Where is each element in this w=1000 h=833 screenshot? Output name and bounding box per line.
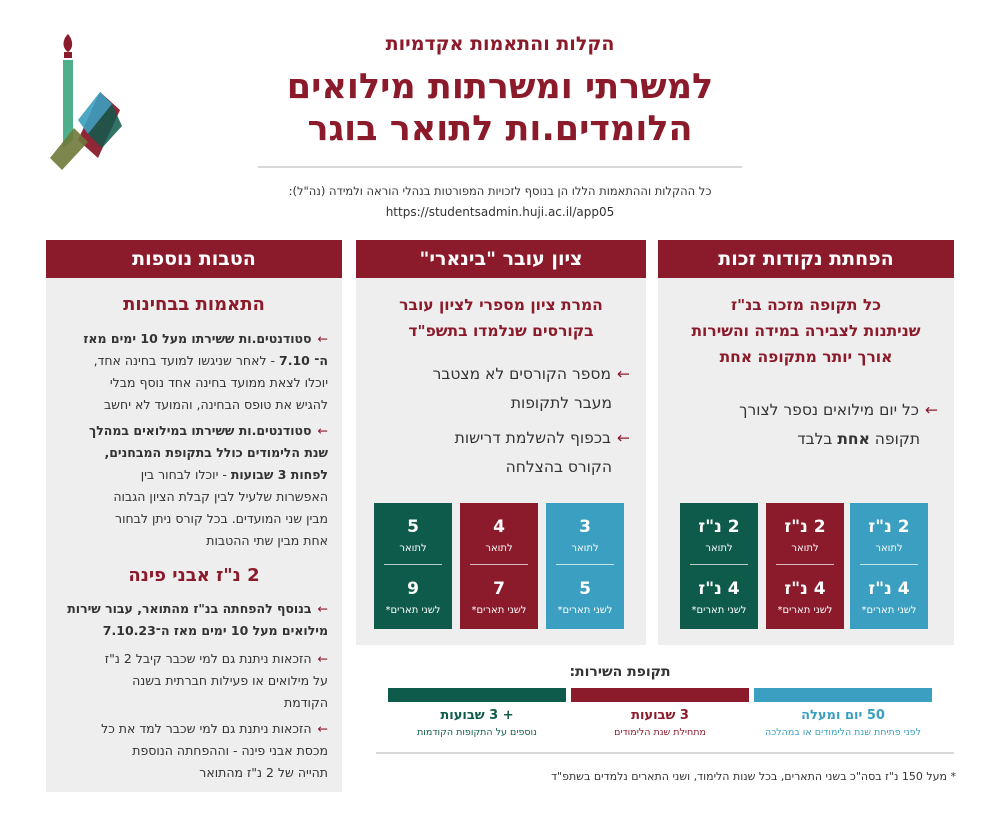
credit-reduction-heading: הפחתת נקודות זכות	[658, 240, 954, 278]
credit-reduction-bullet	[676, 396, 938, 454]
tile-top-value: 2 נ"ז	[698, 517, 740, 537]
binary-grade-lead	[370, 292, 632, 344]
credit-tile-blue	[850, 503, 928, 629]
tile-top-label: לתואר	[875, 543, 903, 554]
tile-top-label: לתואר	[705, 543, 733, 554]
service-period-main: 50 יום ומעלה	[801, 708, 885, 723]
benefit-text: - לאחר שניגשו למועד בחינה אחד,	[93, 353, 280, 368]
bullet-text: כל יום מילואים נספר לצורך	[739, 401, 919, 419]
tile-bottom-label: לשני תארים*	[557, 605, 613, 616]
credit-reduction-column	[658, 240, 954, 645]
page-title-line1: למשרתי ומשרתות מילואים	[286, 67, 714, 107]
benefit-text-bold: שנת הלימודים כולל בתקופת המבחנים,	[104, 445, 328, 460]
benefit-text: אחת מבין שתי ההטבות	[206, 533, 328, 548]
tile-bottom-label: לשני תארים*	[471, 605, 527, 616]
credit-tile-green	[680, 503, 758, 629]
bullet-text: תקופה	[869, 430, 920, 448]
service-bar-red	[571, 688, 749, 702]
benefit-text-bold: סטודנטים.ות ששירתו מעל 10 ימים מאז	[83, 331, 312, 346]
tile-divider	[384, 564, 442, 565]
lead-line: המרת ציון מספרי לציון עובר	[399, 296, 603, 314]
tile-bottom-label: לשני תארים*	[777, 605, 833, 616]
benefit-text: יוכלו לצאת ממועד בחינה אחד נוסף מבלי	[109, 375, 328, 390]
bullet-text: הקורס בהצלחה	[505, 458, 612, 476]
cornerstone-benefit-3	[60, 718, 328, 784]
tile-divider	[556, 564, 614, 565]
arrow-left-icon: ←	[617, 365, 630, 383]
benefit-text-bold: מילואים מעל 10 ימים מאז ה־7.10.23	[102, 623, 328, 638]
credit-reduction-lead	[672, 292, 940, 370]
service-bar-green	[388, 688, 566, 702]
arrow-left-icon: ←	[925, 401, 938, 419]
benefit-text: האפשרות שלעיל לבין קבלת הציון הגבוה	[113, 489, 328, 504]
intro-text: כל ההקלות וההתאמות הללו הן בנוסף לזכויות המפורטות בנהלי הוראה ולמידה (נה"ל):	[288, 184, 712, 198]
tile-top-value: 3	[579, 517, 591, 537]
bullet-text: בכפוף להשלמת דרישות	[454, 429, 611, 447]
arrow-left-icon: ←	[317, 601, 328, 616]
tile-top-value: 5	[407, 517, 419, 537]
tile-top-label: לתואר	[399, 543, 427, 554]
header-divider	[258, 166, 742, 168]
benefit-text-bold: לפחות 3 שבועות	[230, 467, 328, 482]
additional-benefits-heading: הטבות נוספות	[46, 240, 342, 278]
tile-bottom-value: 4 נ"ז	[868, 579, 910, 599]
service-period-sub: לפני פתיחת שנת הלימודים או במהלכה	[765, 727, 921, 738]
credit-tile-red	[766, 503, 844, 629]
page-title-line2: הלומדים.ות לתואר בוגר	[307, 109, 693, 149]
regulations-link[interactable]: https://studentsadmin.huji.ac.il/app05	[385, 205, 615, 219]
service-bar-blue	[754, 688, 932, 702]
binary-grade-heading: ציון עובר "בינארי"	[356, 240, 646, 278]
tile-top-value: 4	[493, 517, 505, 537]
benefit-text: להגיש את טופס הבחינה, והמועד לא יחשב	[103, 397, 328, 412]
cornerstone-credits-title: 2 נ"ז אבני פינה	[128, 565, 260, 586]
bullet-emphasis: אחת	[837, 430, 870, 448]
binary-grade-column	[356, 240, 646, 645]
tile-top-label: לתואר	[485, 543, 513, 554]
lead-line: כל תקופה מזכה בנ"ז	[730, 296, 882, 314]
tile-top-value: 2 נ"ז	[868, 517, 910, 537]
tile-bottom-value: 7	[493, 579, 505, 599]
footer-divider	[376, 752, 954, 754]
university-logo-icon	[40, 30, 135, 175]
footnote: * מעל 150 נ"ז בסה"כ בשני התארים, בכל שנות הלימוד, ושני התארים נלמדים בשתפ"ד	[551, 770, 956, 783]
course-tile-green	[374, 503, 452, 629]
tile-bottom-value: 5	[579, 579, 591, 599]
exam-benefit-1	[60, 328, 328, 416]
benefit-text: - יוכלו לבחור בין	[140, 467, 231, 482]
tile-bottom-label: לשני תארים*	[691, 605, 747, 616]
tile-divider	[690, 564, 748, 565]
bullet-text: מעבר לתקופות	[510, 394, 612, 412]
binary-grade-bullet-1	[374, 360, 630, 418]
tile-bottom-label: לשני תארים*	[385, 605, 441, 616]
cornerstone-benefit-1	[60, 598, 328, 642]
arrow-left-icon: ←	[317, 423, 328, 438]
exam-adjustments-title: התאמות בבחינות	[123, 294, 265, 315]
tile-top-value: 2 נ"ז	[784, 517, 826, 537]
service-period-sub: נוספים על התקופות הקודמות	[417, 727, 537, 738]
bullet-text: בלבד	[797, 430, 838, 448]
benefit-text: הזכאות ניתנת גם למי שכבר קיבל 2 נ"ז	[104, 651, 312, 666]
service-period-main: 3 שבועות	[631, 708, 689, 723]
benefit-text: הקודמת	[284, 695, 328, 710]
tile-divider	[860, 564, 918, 565]
lead-line: בקורסים שנלמדו בתשפ"ד	[408, 322, 594, 340]
benefit-text: הזכאות ניתנת גם למי שכבר למד את כל	[101, 721, 312, 736]
arrow-left-icon: ←	[617, 429, 630, 447]
arrow-left-icon: ←	[317, 721, 328, 736]
arrow-left-icon: ←	[317, 651, 328, 666]
service-period-main: + 3 שבועות	[440, 708, 514, 723]
tile-top-label: לתואר	[571, 543, 599, 554]
benefit-text-bold: בנוסף להפחתה בנ"ז מהתואר, עבור שירות	[67, 601, 312, 616]
exam-benefit-2	[60, 420, 328, 552]
cornerstone-benefit-2	[60, 648, 328, 714]
tile-divider	[776, 564, 834, 565]
tile-bottom-value: 9	[407, 579, 419, 599]
benefit-text-bold: ה־ 7.10	[279, 353, 328, 368]
benefit-text: מבין שני המועדים. בכל קורס ניתן לבחור	[115, 511, 328, 526]
arrow-left-icon: ←	[317, 331, 328, 346]
service-period-title: תקופת השירות:	[569, 664, 671, 680]
lead-line: אורך יותר מתקופה אחת	[719, 348, 893, 366]
benefit-text: תהייה של 2 נ"ז מהתואר	[199, 765, 328, 780]
tile-bottom-value: 4 נ"ז	[698, 579, 740, 599]
benefit-text-bold: סטודנטים.ות ששירתו במילואים במהלך	[88, 423, 312, 438]
service-period-sub: מתחילת שנת הלימודים	[614, 727, 706, 738]
benefit-text: על מילואים או פעילות חברתית בשנה	[132, 673, 328, 688]
tile-bottom-label: לשני תארים*	[861, 605, 917, 616]
course-tile-red	[460, 503, 538, 629]
lead-line: שניתנות לצבירה במידה והשירות	[691, 322, 921, 340]
course-tile-blue	[546, 503, 624, 629]
page-subtitle: הקלות והתאמות אקדמיות	[385, 33, 615, 55]
tile-divider	[470, 564, 528, 565]
tile-top-label: לתואר	[791, 543, 819, 554]
benefit-text: מכסת אבני פינה - וההפחתה הנוספת	[132, 743, 328, 758]
additional-benefits-column	[46, 240, 342, 792]
tile-bottom-value: 4 נ"ז	[784, 579, 826, 599]
binary-grade-bullet-2	[374, 424, 630, 482]
bullet-text: מספר הקורסים לא מצטבר	[432, 365, 611, 383]
